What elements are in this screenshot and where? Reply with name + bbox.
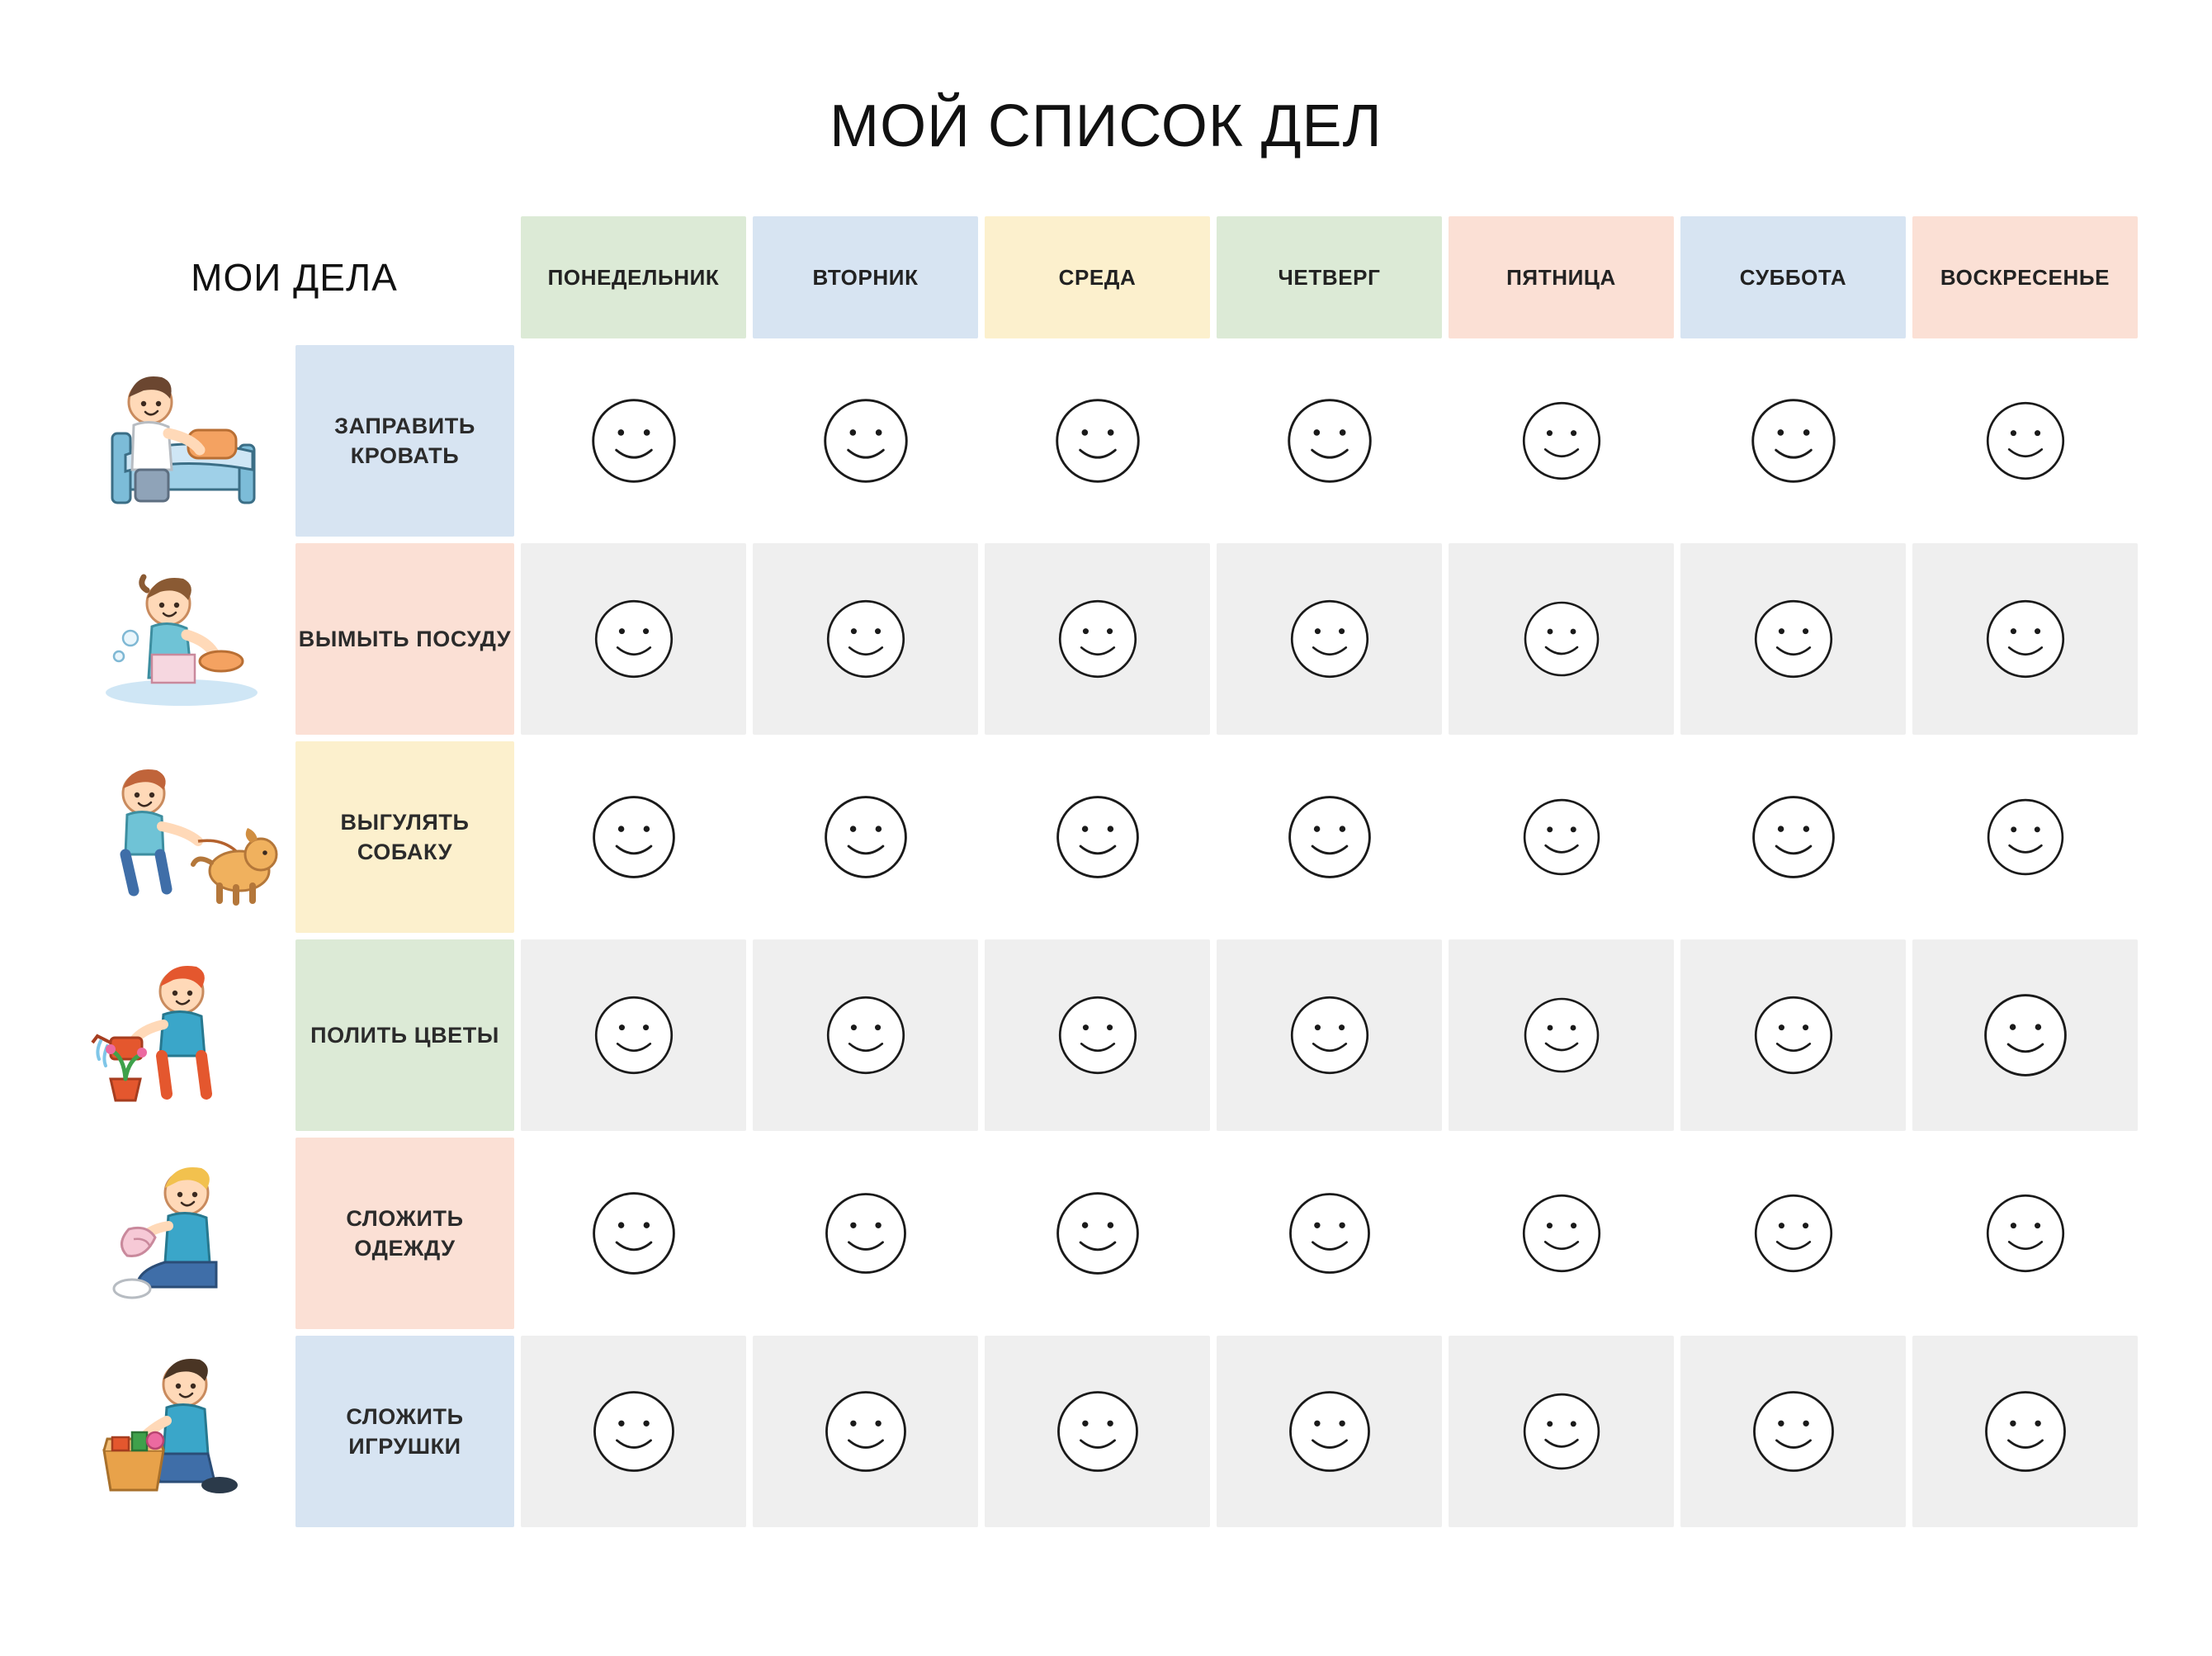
task-label-cell-0: ЗАПРАВИТЬ КРОВАТЬ [295,345,514,537]
checkbox-cell-0-2[interactable] [985,345,1210,537]
task-illustration-cell-3 [74,939,289,1131]
smiley-face-checkbox [1981,1387,2070,1476]
smiley-face-checkbox [1751,992,1836,1078]
smiley-face-checkbox [1519,398,1605,484]
checkbox-cell-1-1[interactable] [753,543,978,735]
checkbox-cell-5-2[interactable] [985,1336,1210,1527]
checkbox-cell-0-1[interactable] [753,345,978,537]
checkbox-cell-5-5[interactable] [1680,1336,1906,1527]
checkbox-cell-0-0[interactable] [521,345,746,537]
child-walking-dog-illustration [83,750,281,924]
checkbox-cell-1-3[interactable] [1217,543,1442,735]
checkbox-cell-2-6[interactable] [1912,741,2138,933]
checkbox-cell-5-3[interactable] [1217,1336,1442,1527]
checkbox-cell-4-0[interactable] [521,1138,746,1329]
checkbox-cell-0-3[interactable] [1217,345,1442,537]
checkbox-cell-5-0[interactable] [521,1336,746,1527]
checkbox-cell-1-6[interactable] [1912,543,2138,735]
day-header-thursday: ЧЕТВЕРГ [1217,216,1442,338]
chore-chart-page [0,92,2212,1656]
checkbox-cell-2-0[interactable] [521,741,746,933]
smiley-face-checkbox [1980,990,2071,1081]
smiley-face-checkbox [1520,598,1603,680]
child-making-bed-illustration [83,354,281,528]
task-illustration-cell-4 [74,1138,289,1329]
smiley-face-checkbox [820,395,912,487]
smiley-face-checkbox [588,395,680,487]
table-row [74,1138,2138,1329]
smiley-face-checkbox [1285,1387,1374,1476]
smiley-face-checkbox [1519,1190,1605,1276]
smiley-face-checkbox [1283,395,1376,487]
checkbox-cell-0-6[interactable] [1912,345,2138,537]
checkbox-cell-4-2[interactable] [985,1138,1210,1329]
chore-rows [74,345,2138,1527]
smiley-face-checkbox [1520,994,1603,1076]
checkbox-cell-2-5[interactable] [1680,741,1906,933]
smiley-face-checkbox [821,1189,910,1278]
checkbox-cell-2-4[interactable] [1449,741,1674,933]
smiley-face-checkbox [821,1387,910,1476]
checkbox-cell-3-5[interactable] [1680,939,1906,1131]
child-packing-toys-illustration [83,1345,281,1518]
task-illustration-cell-5 [74,1336,289,1527]
smiley-face-checkbox [1052,1188,1143,1279]
child-folding-clothes-illustration [83,1147,281,1320]
checkbox-cell-1-4[interactable] [1449,543,1674,735]
checkbox-cell-4-6[interactable] [1912,1138,2138,1329]
smiley-face-checkbox [1055,992,1141,1078]
smiley-face-checkbox [820,792,911,882]
task-illustration-cell-0 [74,345,289,537]
smiley-face-checkbox [1285,1189,1374,1278]
chore-chart-table [68,210,2144,1534]
checkbox-cell-2-3[interactable] [1217,741,1442,933]
checkbox-cell-1-2[interactable] [985,543,1210,735]
smiley-face-checkbox [1983,1190,2068,1276]
checkbox-cell-3-4[interactable] [1449,939,1674,1131]
smiley-face-checkbox [1287,992,1373,1078]
checkbox-cell-4-3[interactable] [1217,1138,1442,1329]
checkbox-cell-5-1[interactable] [753,1336,978,1527]
smiley-face-checkbox [1287,596,1373,682]
child-washing-dishes-illustration [83,552,281,726]
smiley-face-checkbox [1751,1190,1836,1276]
checkbox-cell-4-4[interactable] [1449,1138,1674,1329]
smiley-face-checkbox [1748,792,1839,882]
smiley-face-checkbox [1052,395,1144,487]
task-illustration-cell-1 [74,543,289,735]
smiley-face-checkbox [1751,596,1836,682]
day-header-friday: ПЯТНИЦА [1449,216,1674,338]
smiley-face-checkbox [1055,596,1141,682]
table-row [74,345,2138,537]
smiley-face-checkbox [1052,792,1143,882]
table-row [74,1336,2138,1527]
smiley-face-checkbox [1284,792,1375,882]
child-watering-plant-illustration [83,949,281,1122]
page-title: МОЙ СПИСОК ДЕЛ [830,93,1382,159]
smiley-face-checkbox [1983,795,2068,879]
day-header-sunday: ВОСКРЕСЕНЬЕ [1912,216,2138,338]
task-label-cell-2: ВЫГУЛЯТЬ СОБАКУ [295,741,514,933]
smiley-face-checkbox [1520,1389,1604,1474]
day-header-monday: ПОНЕДЕЛЬНИК [521,216,746,338]
checkbox-cell-2-2[interactable] [985,741,1210,933]
smiley-face-checkbox [1053,1387,1142,1476]
table-row [74,741,2138,933]
checkbox-cell-5-6[interactable] [1912,1336,2138,1527]
checkbox-cell-5-4[interactable] [1449,1336,1674,1527]
checkbox-cell-3-3[interactable] [1217,939,1442,1131]
smiley-face-checkbox [591,992,677,1078]
task-label-cell-5: СЛОЖИТЬ ИГРУШКИ [295,1336,514,1527]
row-header-title: МОИ ДЕЛА [191,256,398,299]
smiley-face-checkbox [1520,795,1604,879]
checkbox-cell-0-4[interactable] [1449,345,1674,537]
day-header-saturday: СУББОТА [1680,216,1906,338]
smiley-face-checkbox [823,992,909,1078]
task-label-cell-3: ПОЛИТЬ ЦВЕТЫ [295,939,514,1131]
smiley-face-checkbox [823,596,909,682]
smiley-face-checkbox [588,792,679,882]
smiley-face-checkbox [591,596,677,682]
smiley-face-checkbox [1747,395,1840,487]
checkbox-cell-4-5[interactable] [1680,1138,1906,1329]
checkbox-cell-3-1[interactable] [753,939,978,1131]
checkbox-cell-4-1[interactable] [753,1138,978,1329]
smiley-face-checkbox [589,1387,678,1476]
smiley-face-checkbox [1983,596,2068,682]
checkbox-cell-1-5[interactable] [1680,543,1906,735]
task-illustration-cell-2 [74,741,289,933]
day-header-wednesday: СРЕДА [985,216,1210,338]
table-row [74,939,2138,1131]
smiley-face-checkbox [1749,1387,1838,1476]
checkbox-cell-3-0[interactable] [521,939,746,1131]
checkbox-cell-2-1[interactable] [753,741,978,933]
checkbox-cell-3-2[interactable] [985,939,1210,1131]
table-header-row [74,216,2138,338]
smiley-face-checkbox [1983,398,2068,484]
task-label-cell-1: ВЫМЫТЬ ПОСУДУ [295,543,514,735]
checkbox-cell-1-0[interactable] [521,543,746,735]
checkbox-cell-3-6[interactable] [1912,939,2138,1131]
smiley-face-checkbox [588,1188,679,1279]
day-header-tuesday: ВТОРНИК [753,216,978,338]
task-label-cell-4: СЛОЖИТЬ ОДЕЖДУ [295,1138,514,1329]
table-row [74,543,2138,735]
checkbox-cell-0-5[interactable] [1680,345,1906,537]
